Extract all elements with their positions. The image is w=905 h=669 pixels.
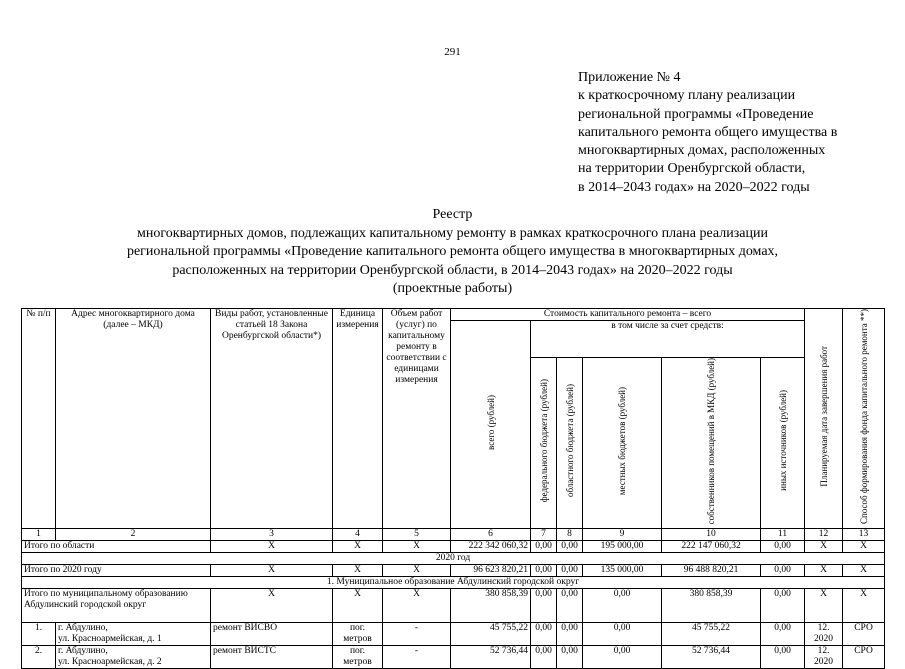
header-planned-date: Планируемая дата завершения работ (805, 309, 843, 529)
row-volume: - (383, 645, 451, 668)
col-number: 11 (761, 528, 805, 540)
year-header-row (22, 552, 885, 564)
table-header-row (22, 309, 885, 321)
cell-owners: 45 755,22 (662, 622, 761, 645)
section-header: 1. Муниципальное образование Абдулинский городской округ (22, 576, 885, 588)
col-number: 3 (211, 528, 333, 540)
row-date: 12. 2020 (805, 645, 843, 668)
appendix-line: многоквартирных домах, расположенных (578, 143, 826, 159)
cell-total: 222 342 060,32 (451, 540, 531, 552)
x-mark: Х (333, 564, 383, 576)
appendix-line: на территории Оренбургской области, (578, 161, 806, 177)
cell-total: 380 858,39 (451, 588, 531, 622)
header-owners: собственников помещений в МКД (рублей) (662, 357, 761, 528)
x-mark: Х (383, 588, 451, 622)
col-number: 1 (22, 528, 56, 540)
x-mark: Х (805, 564, 843, 576)
cell-regional: 0,00 (557, 622, 583, 645)
cell-total: 96 623 820,21 (451, 564, 531, 576)
col-number: 4 (333, 528, 383, 540)
header-address: Адрес многоквартирного дома (далее – МКД) (56, 309, 211, 529)
cell-regional: 0,00 (557, 645, 583, 668)
cell-total: 45 755,22 (451, 622, 531, 645)
total-region-row (22, 540, 885, 552)
appendix-line: капитального ремонта общего имущества в (578, 124, 838, 140)
x-mark: Х (843, 564, 885, 576)
appendix-line: к краткосрочному плану реализации (578, 88, 796, 104)
cell-owners: 380 858,39 (662, 588, 761, 622)
appendix-line: Приложение № 4 (578, 70, 681, 85)
cell-local: 135 000,00 (583, 564, 662, 576)
row-method: СРО (843, 622, 885, 645)
register-title-block (0, 206, 905, 299)
appendix-line: в 2014–2043 годах» на 2020–2022 годы (578, 179, 810, 195)
year-header: 2020 год (22, 552, 885, 564)
cell-local: 0,00 (583, 645, 662, 668)
header-cost-group: Стоимость капитального ремонта – всего (451, 309, 805, 321)
header-total: всего (рублей) (451, 321, 531, 529)
section-header-row (22, 576, 885, 588)
table-row (22, 645, 885, 668)
total-2020-row (22, 564, 885, 576)
col-number: 13 (843, 528, 885, 540)
appendix-line: региональной программы «Проведение (578, 106, 814, 122)
total-municipality-row (22, 588, 885, 622)
row-unit: пог. метров (333, 645, 383, 668)
total-label: Итого по 2020 году (22, 564, 211, 576)
cell-local: 195 000,00 (583, 540, 662, 552)
x-mark: Х (843, 540, 885, 552)
register-subtitle-line: региональной программы «Проведение капитального ремонта общего имущества в многоквартирных домах, (126, 244, 779, 259)
header-local: местных бюджетов (рублей) (583, 357, 662, 528)
header-fund-method: Способ формирования фонда капитального ремонта **) (843, 309, 885, 529)
x-mark: Х (211, 588, 333, 622)
cell-total: 52 736,44 (451, 645, 531, 668)
cell-local: 0,00 (583, 622, 662, 645)
row-date: 12. 2020 (805, 622, 843, 645)
x-mark: Х (843, 588, 885, 622)
col-number: 10 (662, 528, 761, 540)
register-table (21, 308, 885, 669)
row-volume: - (383, 622, 451, 645)
cell-other: 0,00 (761, 564, 805, 576)
x-mark: Х (805, 540, 843, 552)
register-subtitle-line: расположенных на территории Оренбургской области, в 2014–2043 годах» на 2020–2022 годы (172, 262, 733, 278)
col-number: 8 (557, 528, 583, 540)
header-federal: федерального бюджета (рублей) (531, 357, 557, 528)
cell-other: 0,00 (761, 540, 805, 552)
cell-federal: 0,00 (531, 540, 557, 552)
cell-owners: 96 488 820,21 (662, 564, 761, 576)
row-num: 2. (22, 645, 56, 668)
x-mark: Х (333, 588, 383, 622)
x-mark: Х (211, 564, 333, 576)
header-works: Виды работ, установленные статьей 18 Закона Оренбургской области*) (211, 309, 333, 529)
col-number: 6 (451, 528, 531, 540)
col-number: 9 (583, 528, 662, 540)
cell-federal: 0,00 (531, 564, 557, 576)
cell-other: 0,00 (761, 622, 805, 645)
register-title: Реестр (432, 207, 473, 222)
col-number: 5 (383, 528, 451, 540)
cell-federal: 0,00 (531, 645, 557, 668)
x-mark: Х (383, 540, 451, 552)
cell-owners: 222 147 060,32 (662, 540, 761, 552)
cell-owners: 52 736,44 (662, 645, 761, 668)
row-address: г. Абдулино, ул. Красноармейская, д. 2 (56, 645, 211, 668)
total-label: Итого по области (22, 540, 211, 552)
total-label: Итого по муниципальному образованию Абдулинский городской округ (22, 588, 211, 622)
col-number: 7 (531, 528, 557, 540)
col-number: 12 (805, 528, 843, 540)
x-mark: Х (333, 540, 383, 552)
header-unit: Единица измерения (333, 309, 383, 529)
page-number: 291 (444, 46, 461, 58)
cell-federal: 0,00 (531, 622, 557, 645)
cell-regional: 0,00 (557, 540, 583, 552)
register-subtitle-line: многоквартирных домов, подлежащих капитальному ремонту в рамках краткосрочного плана реализации (137, 225, 768, 241)
x-mark: Х (383, 564, 451, 576)
header-regional: областного бюджета (рублей) (557, 357, 583, 528)
cell-regional: 0,00 (557, 564, 583, 576)
column-number-row (22, 528, 885, 540)
register-subtitle-line: (проектные работы) (392, 281, 513, 296)
row-work: ремонт ВИСТС (211, 645, 333, 668)
appendix-block (578, 69, 878, 197)
cell-federal: 0,00 (531, 588, 557, 622)
cell-other: 0,00 (761, 588, 805, 622)
header-num: № п/п (22, 309, 56, 529)
header-incl-group: в том числе за счет средств: (531, 321, 805, 358)
row-method: СРО (843, 645, 885, 668)
cell-local: 0,00 (583, 588, 662, 622)
header-other: иных источников (рублей) (761, 357, 805, 528)
row-num: 1. (22, 622, 56, 645)
x-mark: Х (211, 540, 333, 552)
header-volume: Объем работ (услуг) по капитальному ремонту в соответствии с единицами измерения (383, 309, 451, 529)
x-mark: Х (805, 588, 843, 622)
row-unit: пог. метров (333, 622, 383, 645)
cell-other: 0,00 (761, 645, 805, 668)
col-number: 2 (56, 528, 211, 540)
cell-regional: 0,00 (557, 588, 583, 622)
table-row (22, 622, 885, 645)
row-address: г. Абдулино, ул. Красноармейская, д. 1 (56, 622, 211, 645)
row-work: ремонт ВИСВО (211, 622, 333, 645)
